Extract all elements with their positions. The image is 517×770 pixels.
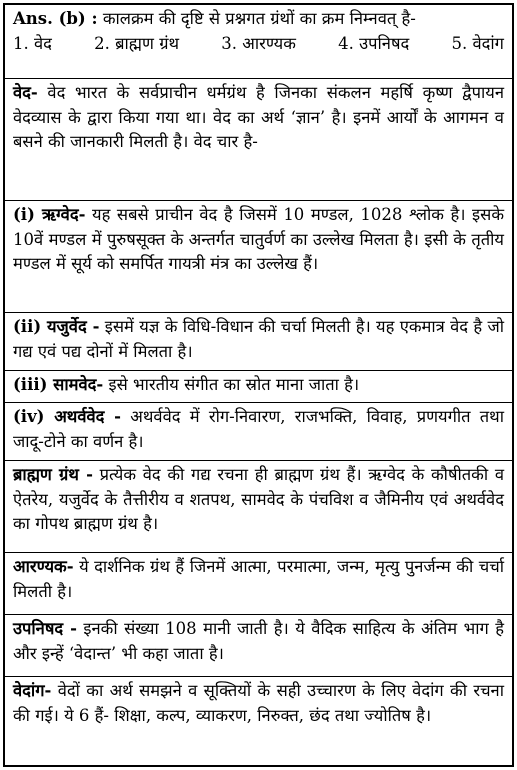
samaveda-section xyxy=(5,371,512,403)
atharvaveda-section xyxy=(5,403,512,461)
vedanga-term: वेदांग- xyxy=(13,681,52,700)
atharvaveda-text: अथर्ववेद में रोग-निवारण, राजभक्ति, विवाह, प्रणयगीत तथा जादू-टोने का वर्णन है। xyxy=(13,407,505,451)
veda-section xyxy=(5,79,512,201)
brahmana-section xyxy=(5,461,512,553)
aranyaka-term: आरण्यक- xyxy=(13,557,74,576)
intro-text: कालक्रम की दृष्टि से प्रश्नगत ग्रंथों का क्रम निम्नवत् है- xyxy=(102,9,416,28)
list-item: 5. वेदांग xyxy=(451,33,504,53)
yajurveda-section xyxy=(5,313,512,371)
list-item: 1. वेद xyxy=(13,33,52,53)
rigveda-term: (i) ऋग्वेद- xyxy=(13,205,86,224)
upanishad-section xyxy=(5,615,512,677)
vedanga-text: वेदों का अर्थ समझने व सूक्तियों के सही उच्चारण के लिए वेदांग की रचना की गई। ये 6 हैं- शिक्षा, कल्प, व्याकरण, निरुक्त, छंद तथा ज्योतिष है। xyxy=(13,681,504,725)
yajurveda-text: इसमें यज्ञ के विधि-विधान की चर्चा मिलती है। यह एकमात्र वेद है जो गद्य एवं पद्य दोनों में मिलता है। xyxy=(13,317,504,361)
brahmana-term: ब्राह्मण ग्रंथ - xyxy=(13,465,93,484)
samaveda-text: इसे भारतीय संगीत का स्रोत माना जाता है। xyxy=(103,375,360,394)
veda-text: वेद भारत के सर्वप्राचीन धर्मग्रंथ है जिनका संकलन महर्षि कृष्ण द्वैपायन वेदव्यास के द्वारा किया गया था। वेद का अर्थ ‘ज्ञान’ है। इनमें आर्यों के आगमन व बसने की जानकारी मिलती है। वेद चार है- xyxy=(13,83,504,151)
list-item: 2. ब्राह्मण ग्रंथ xyxy=(94,33,180,53)
samaveda-term: (iii) सामवेद- xyxy=(13,375,104,394)
list-item: 4. उपनिषद xyxy=(338,33,410,53)
brahmana-text: प्रत्येक वेद की गद्य रचना ही ब्राह्मण ग्रंथ हैं। ऋग्वेद के कौषीतकी व ऐतरेय, यजुर्वेद के तैत्तीरीय व शतपथ, सामवेद के पंचविश व जैमिनीय एवं अथर्ववेद का गोपथ ब्राह्मण ग्रंथ है। xyxy=(13,465,504,533)
aranyaka-text: ये दार्शनिक ग्रंथ हैं जिनमें आत्मा, परमात्मा, जन्म, मृत्यु पुनर्जन्म की चर्चा मिलती है। xyxy=(13,557,504,601)
intro-section xyxy=(5,5,512,79)
upanishad-text: इनकी संख्या 108 मानी जाती है। ये वैदिक साहित्य के अंतिम भाग है और इन्हें ‘वेदान्त’ भी कहा जाता है। xyxy=(13,619,504,663)
veda-term: वेद- xyxy=(13,83,38,102)
yajurveda-term: (ii) यजुर्वेद - xyxy=(13,317,100,336)
upanishad-term: उपनिषद - xyxy=(13,619,77,638)
answer-box xyxy=(3,3,514,767)
rigveda-text: यह सबसे प्राचीन वेद है जिसमें 10 मण्डल, 1028 श्लोक है। इसके 10वें मण्डल में पुरुषसूक्त के अन्तर्गत चातुर्वर्ण का उल्लेख मिलता है। इसी के तृतीय मण्डल में सूर्य को समर्पित गायत्री मंत्र का उल्लेख हैं। xyxy=(13,205,504,273)
atharvaveda-term: (iv) अथर्ववेद - xyxy=(13,407,122,426)
intro-line xyxy=(13,7,504,32)
rigveda-section xyxy=(5,201,512,313)
answer-label: Ans. (b) : xyxy=(13,9,98,28)
aranyaka-section xyxy=(5,553,512,615)
list-item: 3. आरण्यक xyxy=(221,33,296,53)
vedanga-section xyxy=(5,677,512,765)
order-list xyxy=(13,32,504,57)
